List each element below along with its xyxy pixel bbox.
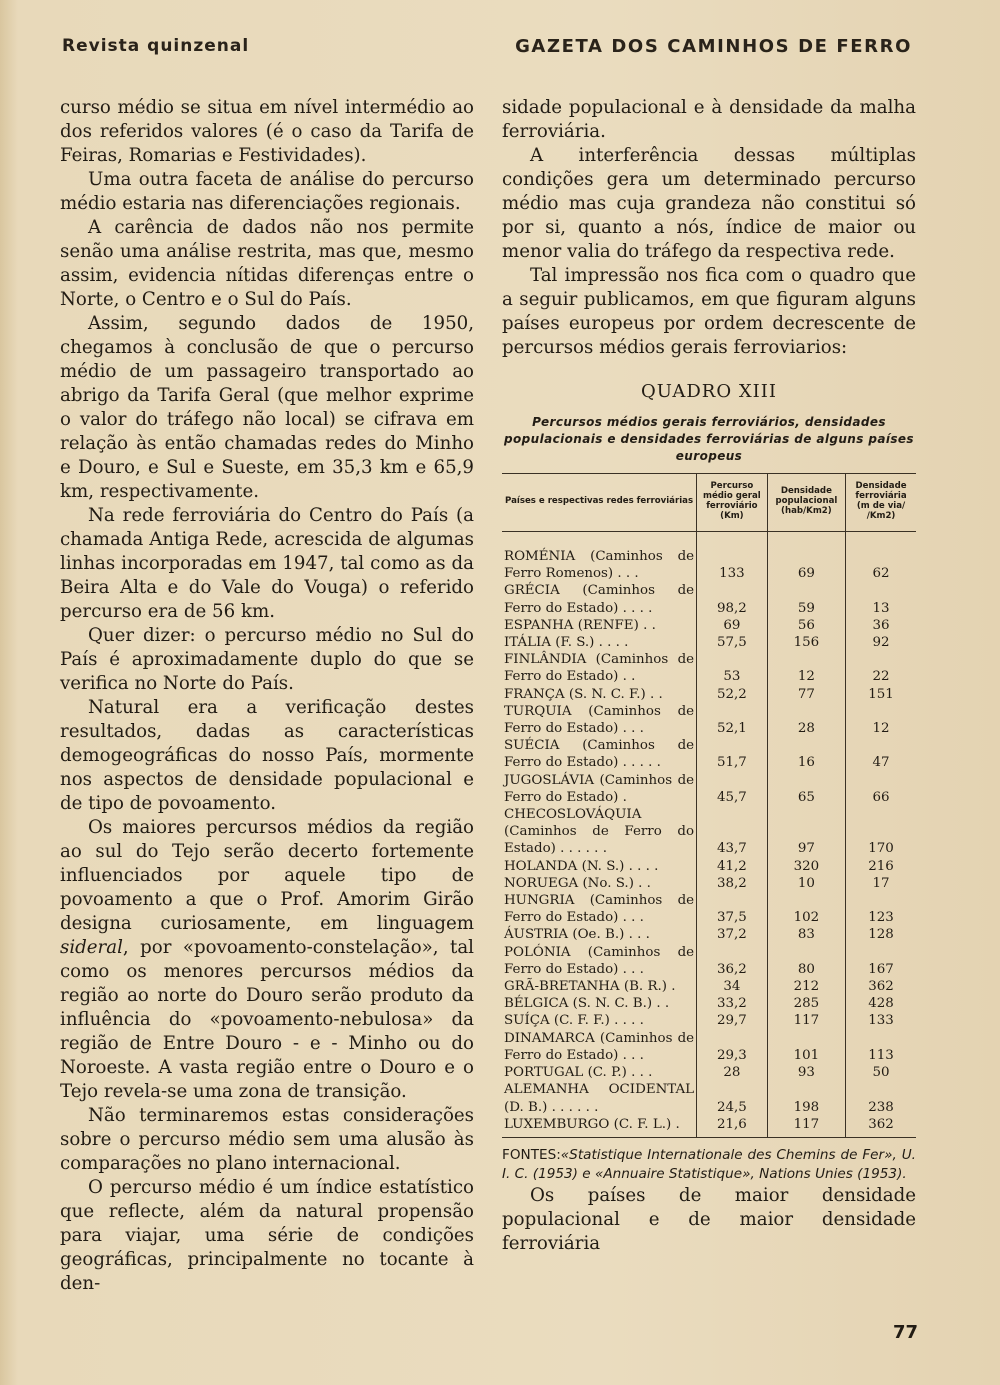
percurso-cell: 43,7 [697,806,768,858]
table-header-row [502,474,916,532]
rail-density-cell: 170 [846,806,916,858]
rail-density-cell: 12 [846,703,916,737]
table-row [502,858,916,875]
rail-density-cell: 428 [846,995,916,1012]
population-density-cell: 117 [767,1116,845,1138]
column-header: Percurso médio geral ferroviário (Km) [697,474,768,532]
rail-density-cell: 113 [846,1030,916,1064]
rail-density-cell: 216 [846,858,916,875]
table-row [502,634,916,651]
population-density-cell: 65 [767,772,845,806]
paragraph: Na rede ferroviária do Centro do País (a chamada Antiga Rede, acrescida de algumas linhas incorporadas em 1947, tal como as da Beira Alta e do Vale do Vouga) o referido percurso era de 56 km. [60,505,474,622]
rail-density-cell: 66 [846,772,916,806]
percurso-cell: 34 [697,978,768,995]
table-row [502,926,916,943]
table-sources [502,1146,916,1184]
population-density-cell: 320 [767,858,845,875]
country-cell: PORTUGAL (C. P.) . . . [504,1065,653,1081]
table-row [502,703,916,737]
rail-density-cell: 151 [846,686,916,703]
percurso-cell: 51,7 [697,737,768,771]
paragraph: A carência de dados não nos permite senão uma análise restrita, mas que, mesmo assim, evidencia nítidas diferenças entre o Norte, o Centro e o Sul do País. [60,217,474,310]
sources-label: FONTES: [502,1146,561,1163]
column-header: Países e respectivas redes ferroviárias [502,474,697,532]
percurso-cell: 37,2 [697,926,768,943]
paragraph-text: , por «povoamento-constelação», tal como os menores percursos médios da região ao norte do Douro serão produto da influência do «povoamento-nebulosa» da região de Entre Douro - e - Minho ou do Noroeste. A vasta região entre o Douro e o Tejo revela-se uma zona de transição. [60,937,474,1102]
population-density-cell: 77 [767,686,845,703]
paragraph: Tal impressão nos fica com o quadro que a seguir publicamos, em que figuram alguns países europeus por ordem decrescente de percursos médios gerais ferroviarios: [502,265,916,358]
table-row [502,532,916,583]
population-density-cell: 56 [767,617,845,634]
country-cell: FINLÂNDIA (Caminhos de Ferro do Estado) . . [504,652,695,685]
percurso-cell: 29,7 [697,1012,768,1029]
rail-density-cell: 13 [846,582,916,616]
rail-density-cell: 17 [846,875,916,892]
population-density-cell: 28 [767,703,845,737]
sources-text: «Statistique Internationale des Chemins de Fer», U. I. C. (1953) e «Annuaire Statistique», Nations Unies (1953). [502,1146,916,1182]
population-density-cell: 285 [767,995,845,1012]
percurso-cell: 45,7 [697,772,768,806]
table-row [502,1116,916,1138]
country-cell: DINAMARCA (Caminhos de Ferro do Estado) . . . [504,1030,695,1063]
table-body [502,532,916,1138]
country-cell: FRANÇA (S. N. C. F.) . . [504,686,663,702]
percurso-cell: 53 [697,651,768,685]
paragraph: sidade populacional e à densidade da malha ferroviária. [502,97,916,142]
country-cell: HUNGRIA (Caminhos de Ferro do Estado) . . . [504,893,695,926]
rail-density-cell: 47 [846,737,916,771]
country-cell: SUÍÇA (C. F. F.) . . . . [504,1013,644,1029]
rail-density-cell: 133 [846,1012,916,1029]
population-density-cell: 16 [767,737,845,771]
table-title: QUADRO XIII [641,381,777,402]
rail-density-cell: 362 [846,978,916,995]
italic-term: sideral [60,937,123,958]
rail-density-cell: 92 [846,634,916,651]
table-row [502,617,916,634]
paragraph: Assim, segundo dados de 1950, chegamos à conclusão de que o percurso médio de um passageiro transportado ao abrigo da Tarifa Geral (que melhor exprime o valor do tráfego não local) se cifrava em relação às então chamadas redes do Minho e Douro, e Sul e Sueste, em 35,3 km e 65,9 km, respectivamente. [60,313,474,502]
paragraph: Quer dizer: o percurso médio no Sul do País é aproximadamente duplo do que se verifica no Norte do País. [60,625,474,694]
rail-density-cell: 50 [846,1064,916,1081]
paragraph: O percurso médio é um índice estatístico que reflecte, além da natural propensão para viajar, uma série de condições geográficas, principalmente no tocante à den- [60,1177,474,1294]
population-density-cell: 102 [767,892,845,926]
population-density-cell: 10 [767,875,845,892]
paragraph: Os países de maior densidade populacional e de maior densidade ferroviária [502,1184,916,1254]
population-density-cell: 101 [767,1030,845,1064]
country-cell: ÁUSTRIA (Oe. B.) . . . [504,927,650,943]
population-density-cell: 12 [767,651,845,685]
rail-density-cell: 36 [846,617,916,634]
population-density-cell: 83 [767,926,845,943]
country-cell: GRÉCIA (Caminhos de Ferro do Estado) . . . . [504,583,695,616]
paragraph [60,816,474,1104]
percurso-cell: 21,6 [697,1116,768,1138]
header-left: Revista quinzenal [62,36,250,56]
country-cell: JUGOSLÁVIA (Caminhos de Ferro do Estado) . [504,772,695,805]
table-row [502,806,916,858]
percurso-cell: 38,2 [697,875,768,892]
country-cell: CHECOSLOVÁQUIA (Caminhos de Ferro do Estado) . . . . . . [504,807,695,857]
percurso-cell: 28 [697,1064,768,1081]
table-row [502,1064,916,1081]
population-density-cell: 69 [767,532,845,583]
header-right: GAZETA DOS CAMINHOS DE FERRO [515,36,912,57]
country-cell: ROMÉNIA (Caminhos de Ferro Romenos) . . . [504,549,695,582]
country-cell: GRÃ-BRETANHA (B. R.) . [504,979,676,995]
paragraph: A interferência dessas múltiplas condições gera um determinado percurso médio mas cuja grandeza não constitui só por si, quanto a nós, índice de maior ou menor valia do tráfego da respectiva rede. [502,145,916,262]
paragraph: Natural era a verificação destes resultados, dadas as características demogeográficas do nosso País, mormente nos aspectos de densidade populacional e de tipo de povoamento. [60,697,474,814]
country-cell: TURQUIA (Caminhos de Ferro do Estado) . . . [504,703,695,737]
rail-density-cell: 128 [846,926,916,943]
table-row [502,944,916,978]
rail-density-cell: 167 [846,944,916,978]
percurso-cell: 24,5 [697,1081,768,1115]
percurso-cell: 37,5 [697,892,768,926]
country-cell: ALEMANHA OCIDENTAL (D. B.) . . . . . . [504,1082,695,1115]
percurso-cell: 41,2 [697,858,768,875]
country-cell: HOLANDA (N. S.) . . . . [504,858,659,874]
percurso-cell: 98,2 [697,582,768,616]
paragraph: curso médio se situa em nível intermédio ao dos referidos valores (é o caso da Tarifa de Feiras, Romarias e Festividades). [60,97,474,166]
country-cell: BÉLGICA (S. N. C. B.) . . [504,996,670,1012]
paragraph: Não terminaremos estas considerações sobre o percurso médio sem uma alusão às comparações no plano internacional. [60,1105,474,1174]
percurso-cell: 69 [697,617,768,634]
statistics-table [502,473,916,1138]
paragraph-text: Os maiores percursos médios da região ao sul do Tejo serão decerto fortemente influenciados por aquele tipo de povoamento a que o Prof. Amorim Girão designa curiosamente, em linguagem [60,817,474,934]
population-density-cell: 97 [767,806,845,858]
table-row [502,686,916,703]
country-cell: ITÁLIA (F. S.) . . . . [504,635,629,651]
rail-density-cell: 22 [846,651,916,685]
population-density-cell: 156 [767,634,845,651]
population-density-cell: 59 [767,582,845,616]
page-number: 77 [892,1322,918,1343]
percurso-cell: 52,1 [697,703,768,737]
population-density-cell: 93 [767,1064,845,1081]
table-caption: Percursos médios gerais ferroviários, densidades populacionais e densidades ferroviárias de alguns países europeus [504,415,914,463]
percurso-cell: 133 [697,532,768,583]
table-row [502,651,916,685]
rail-density-cell: 62 [846,532,916,583]
table-row [502,978,916,995]
percurso-cell: 52,2 [697,686,768,703]
country-cell: NORUEGA (No. S.) . . [504,875,651,891]
right-column [502,96,916,1256]
left-column [60,96,474,1296]
percurso-cell: 33,2 [697,995,768,1012]
percurso-cell: 57,5 [697,634,768,651]
table-row [502,1030,916,1064]
population-density-cell: 117 [767,1012,845,1029]
column-header: Densidade populacional (hab/Km2) [767,474,845,532]
country-cell: LUXEMBURGO (C. F. L.) . [502,1116,697,1138]
country-cell: ESPANHA (RENFE) . . [504,617,656,633]
table-row [502,995,916,1012]
rail-density-cell: 362 [846,1116,916,1138]
table-row [502,582,916,616]
percurso-cell: 29,3 [697,1030,768,1064]
population-density-cell: 198 [767,1081,845,1115]
rail-density-cell: 123 [846,892,916,926]
table-row [502,892,916,926]
paragraph: Uma outra faceta de análise do percurso médio estaria nas diferenciações regionais. [60,169,474,214]
table-row [502,875,916,892]
table-row [502,1012,916,1029]
rail-density-cell: 238 [846,1081,916,1115]
country-cell: SUÉCIA (Caminhos de Ferro do Estado) . . . . . [504,738,695,771]
table-row [502,737,916,771]
percurso-cell: 36,2 [697,944,768,978]
table-row [502,1081,916,1115]
table-row [502,772,916,806]
population-density-cell: 80 [767,944,845,978]
population-density-cell: 212 [767,978,845,995]
column-header: Densidade ferroviária (m de via/ /Km2) [846,474,916,532]
country-cell: POLÓNIA (Caminhos de Ferro do Estado) . . . [504,944,695,977]
